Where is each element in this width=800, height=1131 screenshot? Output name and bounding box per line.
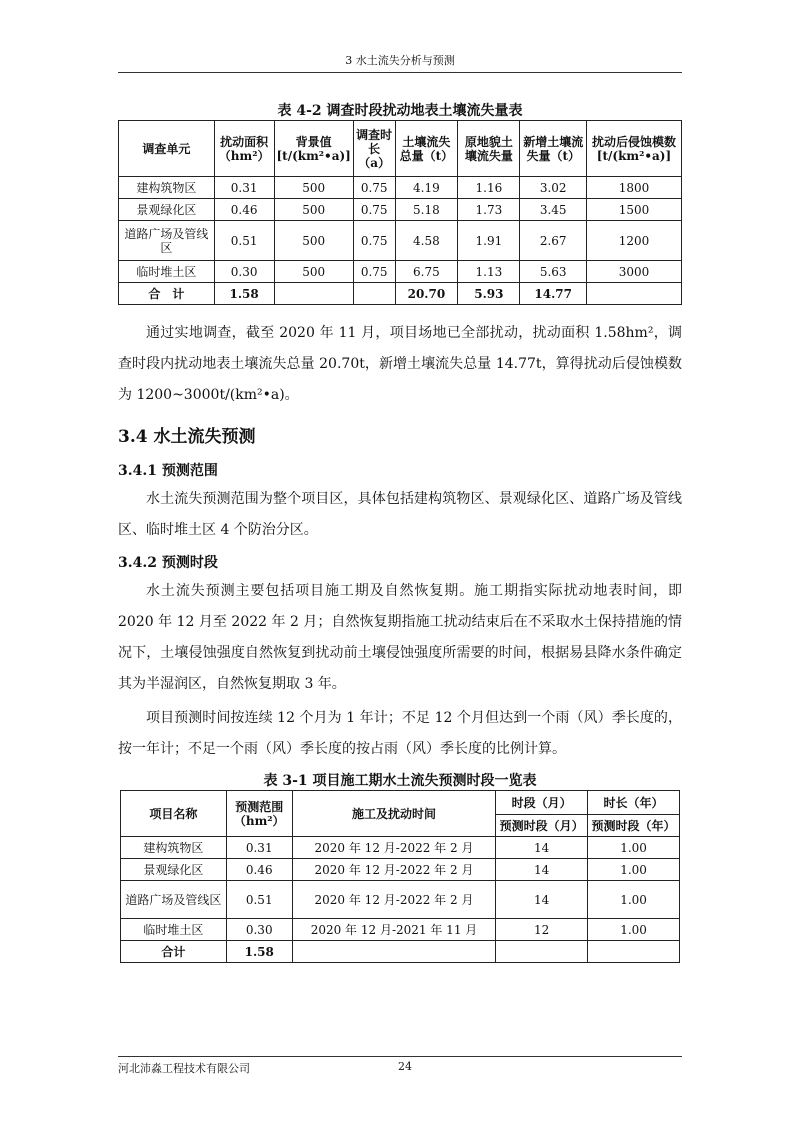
header-cell: 项目名称 [121, 791, 227, 837]
cell: 0.31 [226, 837, 292, 859]
table-total-row [121, 941, 680, 963]
cell [274, 283, 353, 305]
table-total-row [119, 283, 682, 305]
cell: 14 [496, 881, 588, 919]
cell: 0.46 [226, 859, 292, 881]
cell: 4.58 [395, 221, 458, 261]
header-cell: 预测时段（月） [496, 815, 588, 837]
header-cell: 调查单元 [119, 121, 215, 177]
table-row [121, 881, 680, 919]
cell: 500 [274, 261, 353, 283]
forecast-period-table [120, 790, 680, 963]
header-cell: 扰动后侵蚀模数[t/(km²•a)] [586, 121, 681, 177]
cell: 1.00 [588, 837, 680, 859]
cell: 1.58 [226, 941, 292, 963]
cell: 3.45 [520, 199, 586, 221]
cell [588, 941, 680, 963]
cell: 1.00 [588, 859, 680, 881]
table1-caption: 表 4-2 调查时段扰动地表土壤流失量表 [277, 103, 523, 119]
cell: 3.02 [520, 177, 586, 199]
footer-divider [118, 1056, 682, 1057]
table2-caption: 表 3-1 项目施工期水土流失预测时段一览表 [263, 773, 537, 789]
cell: 临时堆土区 [119, 261, 215, 283]
cell [586, 283, 681, 305]
cell: 0.51 [226, 881, 292, 919]
cell: 14 [496, 837, 588, 859]
cell: 5.18 [395, 199, 458, 221]
cell: 1200 [586, 221, 681, 261]
header-cell: 扰动面积（hm²） [214, 121, 274, 177]
cell: 4.19 [395, 177, 458, 199]
cell: 建构筑物区 [119, 177, 215, 199]
cell: 建构筑物区 [121, 837, 227, 859]
cell: 2020 年 12 月-2021 年 11 月 [292, 919, 496, 941]
cell: 2020 年 12 月-2022 年 2 月 [292, 859, 496, 881]
cell: 道路广场及管线区 [119, 221, 215, 261]
cell: 0.30 [214, 261, 274, 283]
page-number: 24 [398, 1060, 412, 1073]
cell: 1.58 [214, 283, 274, 305]
footer-company: 河北沛淼工程技术有限公司 [118, 1062, 250, 1075]
table-row [121, 859, 680, 881]
cell: 12 [496, 919, 588, 941]
cell: 1.00 [588, 881, 680, 919]
section-heading-3-4: 3.4 水土流失预测 [118, 427, 256, 447]
cell [292, 941, 496, 963]
header-cell: 施工及扰动时间 [292, 791, 496, 837]
section-heading-3-4-2: 3.4.2 预测时段 [118, 555, 218, 571]
header-cell: 时段（月） [496, 791, 588, 815]
header-cell: 预测时段（年） [588, 815, 680, 837]
cell: 500 [274, 199, 353, 221]
paragraph-survey: 通过实地调查，截至 2020 年 11 月，项目场地已全部扰动，扰动面积 1.58hm²，调查时段内扰动地表土壤流失总量 20.70t，新增土壤流失总量 14.77t，算得扰动后侵蚀模数为 1200~3000t/(km²•a)。 [118, 325, 682, 403]
cell: 0.46 [214, 199, 274, 221]
table-row [121, 837, 680, 859]
section-heading-3-4-1: 3.4.1 预测范围 [118, 463, 218, 479]
cell: 道路广场及管线区 [121, 881, 227, 919]
cell: 0.30 [226, 919, 292, 941]
erosion-survey-table [118, 120, 682, 305]
cell: 5.93 [458, 283, 520, 305]
cell: 1.16 [458, 177, 520, 199]
cell: 5.63 [520, 261, 586, 283]
header-cell: 土壤流失总量（t） [395, 121, 458, 177]
cell [353, 283, 395, 305]
paragraph-calc: 项目预测时间按连续 12 个月为 1 年计；不足 12 个月但达到一个雨（风）季长度的，按一年计；不足一个雨（风）季长度的按占雨（风）季长度的比例计算。 [118, 710, 682, 757]
cell: 0.75 [353, 261, 395, 283]
cell: 0.31 [214, 177, 274, 199]
header-cell: 原地貌土壤流失量 [458, 121, 520, 177]
cell: 合计 [121, 941, 227, 963]
cell: 景观绿化区 [119, 199, 215, 221]
table-row [119, 177, 682, 199]
table-row [119, 261, 682, 283]
cell: 2020 年 12 月-2022 年 2 月 [292, 881, 496, 919]
table-row [119, 199, 682, 221]
cell: 14.77 [520, 283, 586, 305]
cell: 0.75 [353, 199, 395, 221]
table-row [119, 221, 682, 261]
cell: 500 [274, 221, 353, 261]
header-cell: 预测范围（hm²） [226, 791, 292, 837]
cell: 0.75 [353, 177, 395, 199]
cell: 2020 年 12 月-2022 年 2 月 [292, 837, 496, 859]
cell: 0.75 [353, 221, 395, 261]
paragraph-range: 水土流失预测范围为整个项目区，具体包括建构筑物区、景观绿化区、道路广场及管线区、临时堆土区 4 个防治分区。 [118, 491, 682, 538]
cell: 3000 [586, 261, 681, 283]
cell: 1.73 [458, 199, 520, 221]
cell: 景观绿化区 [121, 859, 227, 881]
cell: 20.70 [395, 283, 458, 305]
cell: 1.00 [588, 919, 680, 941]
cell: 1.13 [458, 261, 520, 283]
cell: 2.67 [520, 221, 586, 261]
cell: 500 [274, 177, 353, 199]
cell: 临时堆土区 [121, 919, 227, 941]
cell: 14 [496, 859, 588, 881]
header-cell: 调查时长（a） [353, 121, 395, 177]
page-header: 3 水土流失分析与预测 [118, 50, 682, 73]
cell: 1500 [586, 199, 681, 221]
header-cell: 新增土壤流失量（t） [520, 121, 586, 177]
paragraph-period: 水土流失预测主要包括项目施工期及自然恢复期。施工期指实际扰动地表时间，即 2020 年 12 月至 2022 年 2 月；自然恢复期指施工扰动结束后在不采取水土保持措施的情况下，土壤侵蚀强度自然恢复到扰动前土壤侵蚀强度所需要的时间，根据易县降水条件确定其为半湿润区，自然恢复期取 3 年。 [118, 583, 682, 692]
header-cell: 背景值[t/(km²•a)] [274, 121, 353, 177]
cell: 合 计 [119, 283, 215, 305]
table-row [121, 919, 680, 941]
cell: 1800 [586, 177, 681, 199]
cell [496, 941, 588, 963]
cell: 0.51 [214, 221, 274, 261]
cell: 1.91 [458, 221, 520, 261]
cell: 6.75 [395, 261, 458, 283]
header-cell: 时长（年） [588, 791, 680, 815]
